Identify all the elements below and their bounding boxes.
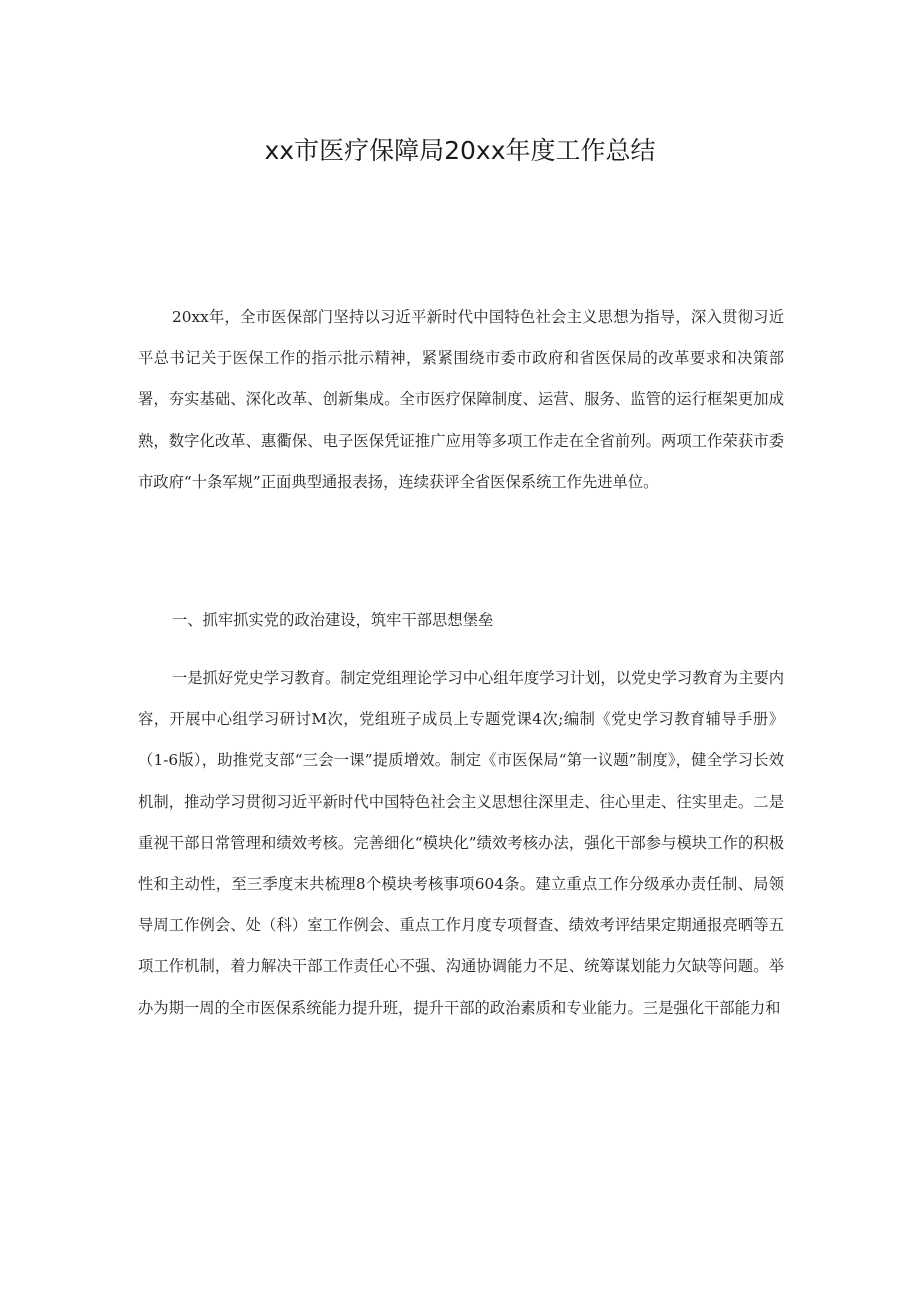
- document-title: xx市医疗保障局20xx年度工作总结: [264, 136, 656, 165]
- section-1-heading: 一、抓牢抓实党的政治建设，筑牢干部思想堡垒: [172, 611, 494, 629]
- intro-paragraph: 20xx年，全市医保部门坚持以习近平新时代中国特色社会主义思想为指导，深入贯彻习近平总书记关于医保工作的指示批示精神，紧紧围绕市委市政府和省医保局的改革要求和决策部署，夯实基础、深化改革、创新集成。全市医疗保障制度、运营、服务、监管的运行框架更加成熟，数字化改革、惠衢保、电子医保凭证推广应用等多项工作走在全省前列。两项工作荣获市委市政府“十条军规”正面典型通报表扬，连续获评全省医保系统工作先进单位。: [138, 308, 784, 491]
- section-1-paragraph: 一是抓好党史学习教育。制定党组理论学习中心组年度学习计划，以党史学习教育为主要内容，开展中心组学习研讨M次，党组班子成员上专题党课4次;编制《党史学习教育辅导手册》（1-6版），助推党支部“三会一课”提质增效。制定《市医保局“第一议题”制度》，健全学习长效机制，推动学习贯彻习近平新时代中国特色社会主义思想往深里走、往心里走、往实里走。二是重视干部日常管理和绩效考核。完善细化“模块化”绩效考核办法，强化干部参与模块工作的积极性和主动性，至三季度末共梳理8个模块考核事项604条。建立重点工作分级承办责任制、局领导周工作例会、处（科）室工作例会、重点工作月度专项督查、绩效考评结果定期通报亮晒等五项工作机制，着力解决干部工作责任心不强、沟通协调能力不足、统筹谋划能力欠缺等问题。举办为期一周的全市医保系统能力提升班，提升干部的政治素质和专业能力。三是强化干部能力和: [138, 669, 784, 1017]
